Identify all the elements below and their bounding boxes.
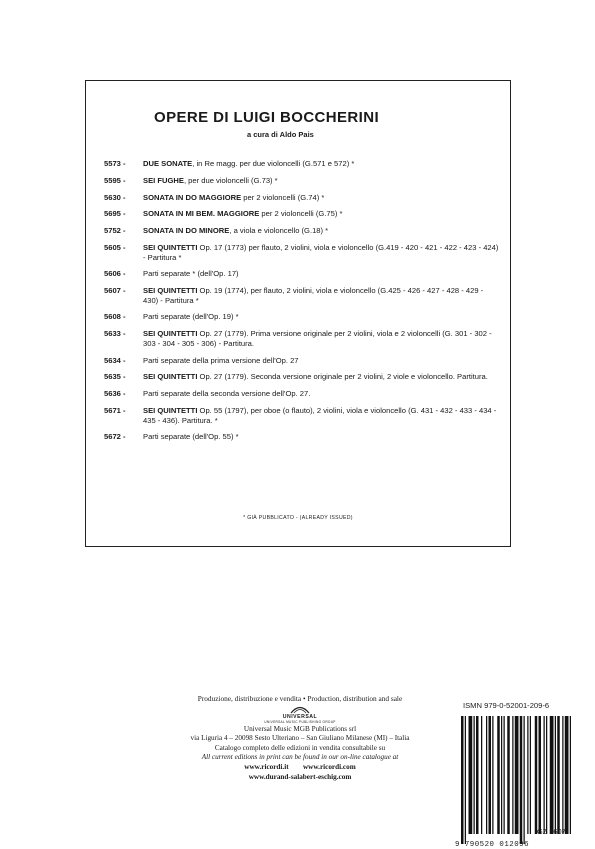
- barcode-bar: [539, 716, 542, 834]
- entry-title: SEI FUGHE: [143, 175, 184, 185]
- barcode-bar: [527, 716, 528, 834]
- barcode-bar: [515, 716, 519, 834]
- entry-body: [143, 269, 499, 279]
- barcode-bar: [504, 716, 505, 834]
- entry-body: [143, 226, 499, 236]
- entry-title: SONATA IN MI BEM. MAGGIORE: [143, 209, 260, 219]
- barcode-bar: [507, 716, 510, 834]
- entry-description: Parti separate della seconda versione dell'Op. 27.: [143, 389, 311, 399]
- entry-body: [143, 159, 499, 169]
- entry-number: 5672 -: [104, 432, 126, 442]
- barcode-icon: [455, 716, 571, 844]
- entry-title: SONATA IN DO MINORE: [143, 226, 230, 236]
- barcode-bar: [546, 716, 547, 834]
- entry-title: SEI QUINTETTI: [143, 329, 198, 339]
- entry-body: [143, 372, 499, 382]
- barcode-bar: [550, 716, 554, 834]
- entry-body: [143, 432, 499, 442]
- entry-number: 5607 -: [104, 286, 126, 296]
- entry-number: 5636 -: [104, 389, 126, 399]
- barcode-bar: [530, 716, 531, 834]
- company-name: Universal Music MGB Publications srl: [243, 724, 357, 733]
- website-durand[interactable]: www.durand-salabert-eschig.com: [248, 772, 352, 781]
- barcode-bar: [535, 716, 538, 834]
- entry-title: SEI QUINTETTI: [143, 286, 198, 296]
- entry-description: , a viola e violoncello (G.18) *: [229, 226, 329, 236]
- edition-code: GZ 5607: [537, 827, 566, 836]
- entry-title: SEI QUINTETTI: [143, 242, 198, 252]
- entry-number: 5608 -: [104, 312, 126, 322]
- entry-number: 5752 -: [104, 226, 126, 236]
- barcode-bar: [570, 716, 571, 834]
- catalog-entry: [104, 372, 499, 382]
- catalog-entries: [104, 159, 499, 449]
- entry-title: DUE SONATE: [143, 159, 193, 168]
- catalog-entry: [104, 226, 499, 236]
- entry-description: Parti separate della prima versione dell'Op. 27: [143, 355, 299, 365]
- entry-description: Parti separate * (dell'Op. 17): [143, 269, 239, 279]
- barcode-bar: [501, 716, 502, 834]
- catalog-box: [85, 80, 511, 547]
- entry-number: 5635 -: [104, 372, 126, 382]
- entry-description: Parti separate (dell'Op. 19) *: [143, 312, 239, 322]
- entry-description: , per due violoncelli (G.73) *: [183, 175, 278, 185]
- entry-description: , in Re magg. per due violoncelli (G.571 e 572) *: [192, 159, 355, 168]
- entry-number: 5605 -: [104, 242, 126, 252]
- barcode-digits: 9 790520 012096: [455, 841, 530, 849]
- entry-number: 5630 -: [104, 192, 126, 202]
- catalog-entry: [104, 269, 499, 279]
- entry-body: [143, 356, 499, 366]
- catalog-entry: [104, 193, 499, 203]
- entry-number: 5573 -: [104, 159, 126, 168]
- entry-number: 5671 -: [104, 405, 126, 415]
- barcode-bar: [544, 716, 545, 834]
- entry-body: [143, 286, 499, 305]
- universal-logo-icon: [290, 705, 310, 714]
- barcode-bar: [465, 716, 466, 844]
- catalog-entry: [104, 286, 499, 305]
- publisher-footer: [155, 694, 445, 782]
- entry-number: 5634 -: [104, 355, 126, 365]
- entry-number: 5595 -: [104, 175, 126, 185]
- company-address: via Liguria 4 – 20098 Sesto Ulteriano – San Giuliano Milanese (MI) – Italia: [190, 734, 410, 743]
- logo-wordmark: UNIVERSAL: [282, 713, 318, 720]
- catalog-subtitle: a cura di Aldo Pais: [247, 130, 314, 139]
- catalog-entry: [104, 159, 499, 169]
- catalog-entry: [104, 209, 499, 219]
- barcode-bar: [474, 716, 475, 834]
- entry-body: [143, 176, 499, 186]
- entry-description: per 2 violoncelli (G.75) *: [259, 209, 343, 219]
- catalog-entry: [104, 389, 499, 399]
- entry-description: Parti separate (dell'Op. 55) *: [143, 432, 239, 442]
- catalog-note-en: All current editions in print can be found in our on-line catalogue at: [201, 753, 399, 762]
- barcode-bar: [489, 716, 492, 834]
- barcode-bar: [469, 716, 473, 834]
- catalog-entry: [104, 329, 499, 348]
- entry-title: SEI QUINTETTI: [143, 372, 198, 382]
- barcode-bar: [492, 716, 493, 834]
- catalog-entry: [104, 432, 499, 442]
- entry-description: Op. 27 (1779). Prima versione originale per 2 violini, viola e 2 violoncelli (G. 301 - 302 - 303 - 304 - 305 - 306) - Partitura.: [143, 329, 492, 348]
- entry-description: Op. 19 (1774), per flauto, 2 violini, viola e violoncello (G.425 - 426 - 427 - 428 - 429 - 430) - Partitura *: [143, 286, 484, 305]
- entry-body: [143, 389, 499, 399]
- barcode-bar: [481, 716, 482, 834]
- barcode-bar: [476, 716, 479, 834]
- catalog-entry: [104, 406, 499, 425]
- entry-title: SEI QUINTETTI: [143, 405, 198, 415]
- catalog-note-it: Catalogo completo delle edizioni in vendita consultabile su: [214, 743, 386, 752]
- footer-heading: Produzione, distribuzione e vendita • Production, distribution and sale: [197, 694, 403, 703]
- barcode-bar: [524, 716, 525, 844]
- catalog-entry: [104, 243, 499, 262]
- entry-number: 5633 -: [104, 329, 126, 339]
- already-issued-note: * GIÀ PUBBLICATO - (ALREADY ISSUED): [243, 515, 353, 521]
- catalog-entry: [104, 176, 499, 186]
- entry-description: Op. 17 (1773) per flauto, 2 violini, viola e violoncello (G.419 - 420 - 421 - 422 - 423 - 424) - Partitura *: [143, 242, 499, 262]
- barcode-bar: [520, 716, 523, 844]
- barcode-area: [455, 701, 571, 849]
- entry-body: [143, 243, 499, 262]
- barcode-bar: [461, 716, 464, 844]
- entry-description: Op. 55 (1797), per oboe (o flauto), 2 violini, viola e violoncello (G. 431 - 432 - 433 - 434 - 435 - 436). Partitura. *: [143, 405, 497, 425]
- entry-body: [143, 329, 499, 348]
- barcode-bar: [557, 716, 560, 834]
- barcode-bar: [565, 716, 569, 834]
- catalog-title: OPERE DI LUIGI BOCCHERINI: [154, 109, 380, 126]
- entry-body: [143, 312, 499, 322]
- catalog-entry: [104, 312, 499, 322]
- barcode-bar: [512, 716, 513, 834]
- entry-number: 5695 -: [104, 209, 126, 219]
- barcode-bar: [486, 716, 487, 834]
- entry-description: Op. 27 (1779). Seconda versione originale per 2 violini, 2 viole e violoncello. Partitura.: [197, 372, 488, 382]
- barcode-bar: [562, 716, 563, 834]
- logo-subtitle: UNIVERSAL MUSIC PUBLISHING GROUP: [264, 719, 336, 724]
- entry-body: [143, 406, 499, 425]
- entry-body: [143, 209, 499, 219]
- entry-description: per 2 violoncelli (G.74) *: [241, 192, 325, 202]
- ismn-label: ISMN 979-0-52001-209-6: [463, 701, 550, 710]
- websites-line[interactable]: www.ricordi.it www.ricordi.com: [244, 762, 356, 771]
- barcode-bar: [555, 716, 556, 834]
- barcode-bar: [497, 716, 500, 834]
- entry-title: SONATA IN DO MAGGIORE: [143, 192, 242, 202]
- catalog-entry: [104, 356, 499, 366]
- entry-number: 5606 -: [104, 269, 126, 279]
- entry-body: [143, 193, 499, 203]
